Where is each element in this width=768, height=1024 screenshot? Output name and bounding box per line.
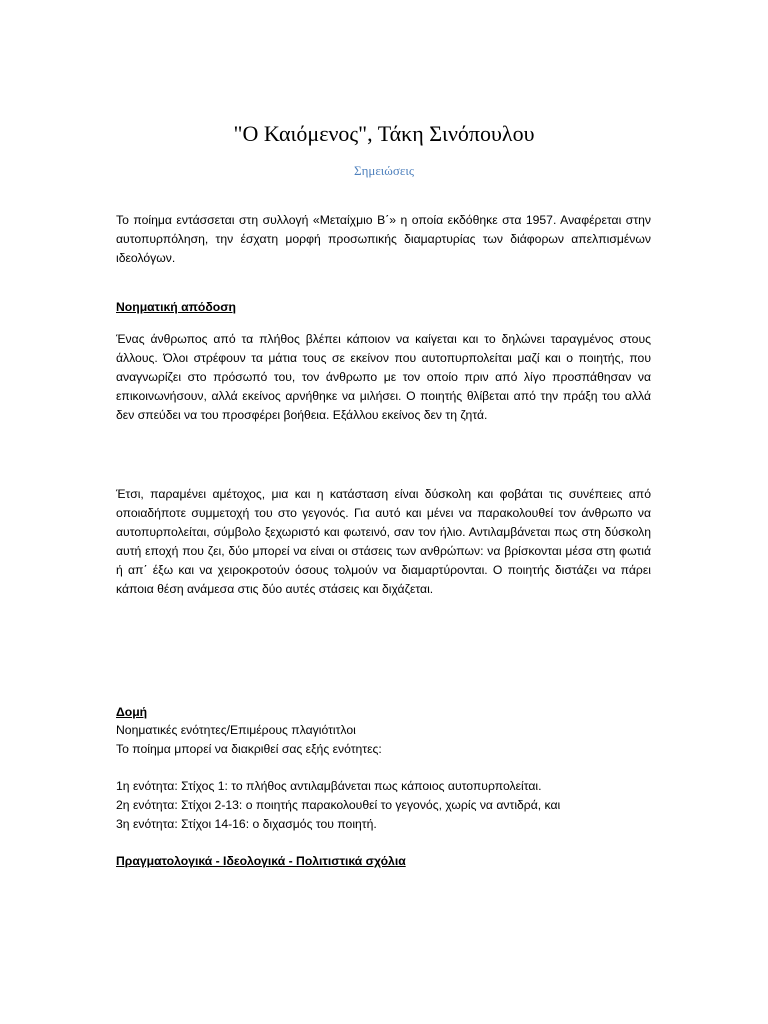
- document-title: "Ο Καιόμενος", Τάκη Σινόπουλου: [233, 121, 535, 146]
- structure-line-1: Νοηματικές ενότητες/Επιμέρους πλαγιότιτλοι: [116, 723, 356, 737]
- unit-1: 1η ενότητα: Στίχος 1: το πλήθος αντιλαμβάνεται πως κάποιος αυτοπυρπολείται.: [116, 779, 542, 793]
- document-subtitle: Σημειώσεις: [354, 163, 414, 178]
- section-heading-meaning: Νοηματική απόδοση: [116, 300, 236, 314]
- section-heading-comments: Πραγματολογικά - Ιδεολογικά - Πολιτιστικά σχόλια: [116, 854, 406, 868]
- unit-3: 3η ενότητα: Στίχοι 14-16: ο διχασμός του ποιητή.: [116, 817, 377, 831]
- structure-line-2: Το ποίημα μπορεί να διακριθεί σας εξής ενότητες:: [116, 742, 382, 756]
- meaning-paragraph-2: Έτσι, παραμένει αμέτοχος, μια και η κατάσταση είναι δύσκολη και φοβάται τις συνέπειες από οποιαδήποτε συμμετοχή του στο γεγονός. Για αυτό και μένει να παρακολουθεί τον άνθρωπο να αυτοπυρπολείται, σύμβολο ξεχωριστό και φωτεινό, σαν τον ήλιο. Αντιλαμβάνεται πως στη δύσκολη αυτή εποχή που ζει, δύο μπορεί να είναι οι στάσεις των ανθρώπων: να βρίσκονται μέσα στη φωτιά ή απ΄ έξω και να χειροκροτούν όσους τολμούν να διαμαρτύρονται. Ο ποιητής διστάζει να πάρει κάποια θέση ανάμεσα στις δύο αυτές στάσεις και διχάζεται.: [116, 487, 651, 596]
- unit-2: 2η ενότητα: Στίχοι 2-13: ο ποιητής παρακολουθεί το γεγονός, χωρίς να αντιδρά, και: [116, 798, 561, 812]
- intro-paragraph: Το ποίημα εντάσσεται στη συλλογή «Μεταίχμιο Β΄» η οποία εκδόθηκε στα 1957. Αναφέρεται στην αυτοπυρπόληση, την έσχατη μορφή προσωπικής διαμαρτυρίας των διάφορων απελπισμένων ιδεολόγων.: [116, 213, 651, 265]
- section-heading-structure: Δομή: [116, 705, 148, 719]
- meaning-paragraph-1: Ένας άνθρωπος από τα πλήθος βλέπει κάποιον να καίγεται και το δηλώνει ταραγμένος στους άλλους. Όλοι στρέφουν τα μάτια τους σε εκείνον που αυτοπυρπολείται μαζί και ο ποιητής, που αναγνωρίζει στο πρόσωπό του, τον άνθρωπο με τον οποίο πριν από λίγο προσπάθησαν να επικοινωνήσουν, αλλά εκείνος αρνήθηκε να μιλήσει. Ο ποιητής θλίβεται από την πράξη του αλλά δεν σπεύδει να του προσφέρει βοήθεια. Εξάλλου εκείνος δεν τη ζητά.: [116, 332, 651, 422]
